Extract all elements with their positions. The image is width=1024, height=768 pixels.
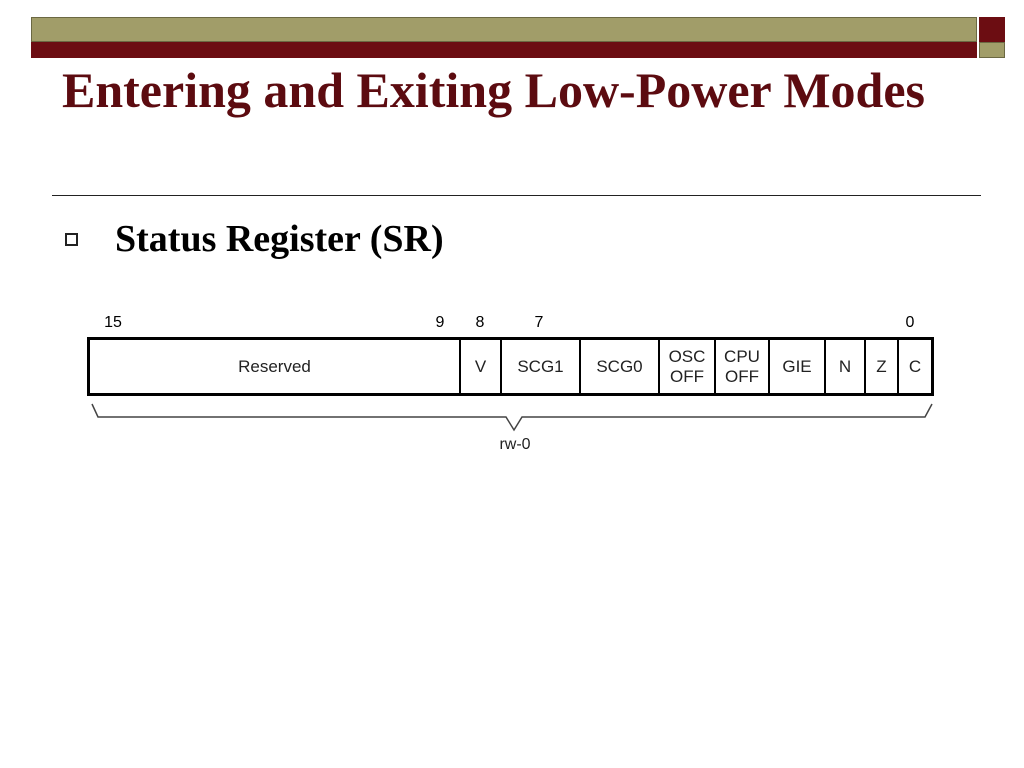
field-v-label: V	[474, 356, 487, 376]
field-cpuoff-label-line2: OFF	[725, 366, 759, 386]
bit-label-9: 9	[435, 314, 445, 331]
field-cpuoff-label-line1: CPU	[724, 346, 760, 366]
bullet-text: Status Register (SR)	[115, 218, 444, 260]
bit-label-8: 8	[475, 314, 485, 331]
bit-label-0: 0	[905, 314, 915, 331]
access-label: rw-0	[499, 436, 531, 453]
bit-label-15: 15	[104, 314, 122, 331]
bit-label-7: 7	[534, 314, 544, 331]
field-oscoff-label-line2: OFF	[670, 366, 704, 386]
field-n-label: N	[838, 356, 852, 376]
field-reserved-label: Reserved	[238, 356, 311, 376]
slide-title: Entering and Exiting Low-Power Modes	[62, 62, 925, 118]
field-gie-label: GIE	[782, 356, 812, 376]
field-z-label: Z	[876, 356, 887, 376]
field-oscoff-label-line1: OSC	[668, 346, 706, 366]
field-scg0-label: SCG0	[596, 356, 643, 376]
field-c-label: C	[908, 356, 922, 376]
field-scg1-label: SCG1	[517, 356, 564, 376]
